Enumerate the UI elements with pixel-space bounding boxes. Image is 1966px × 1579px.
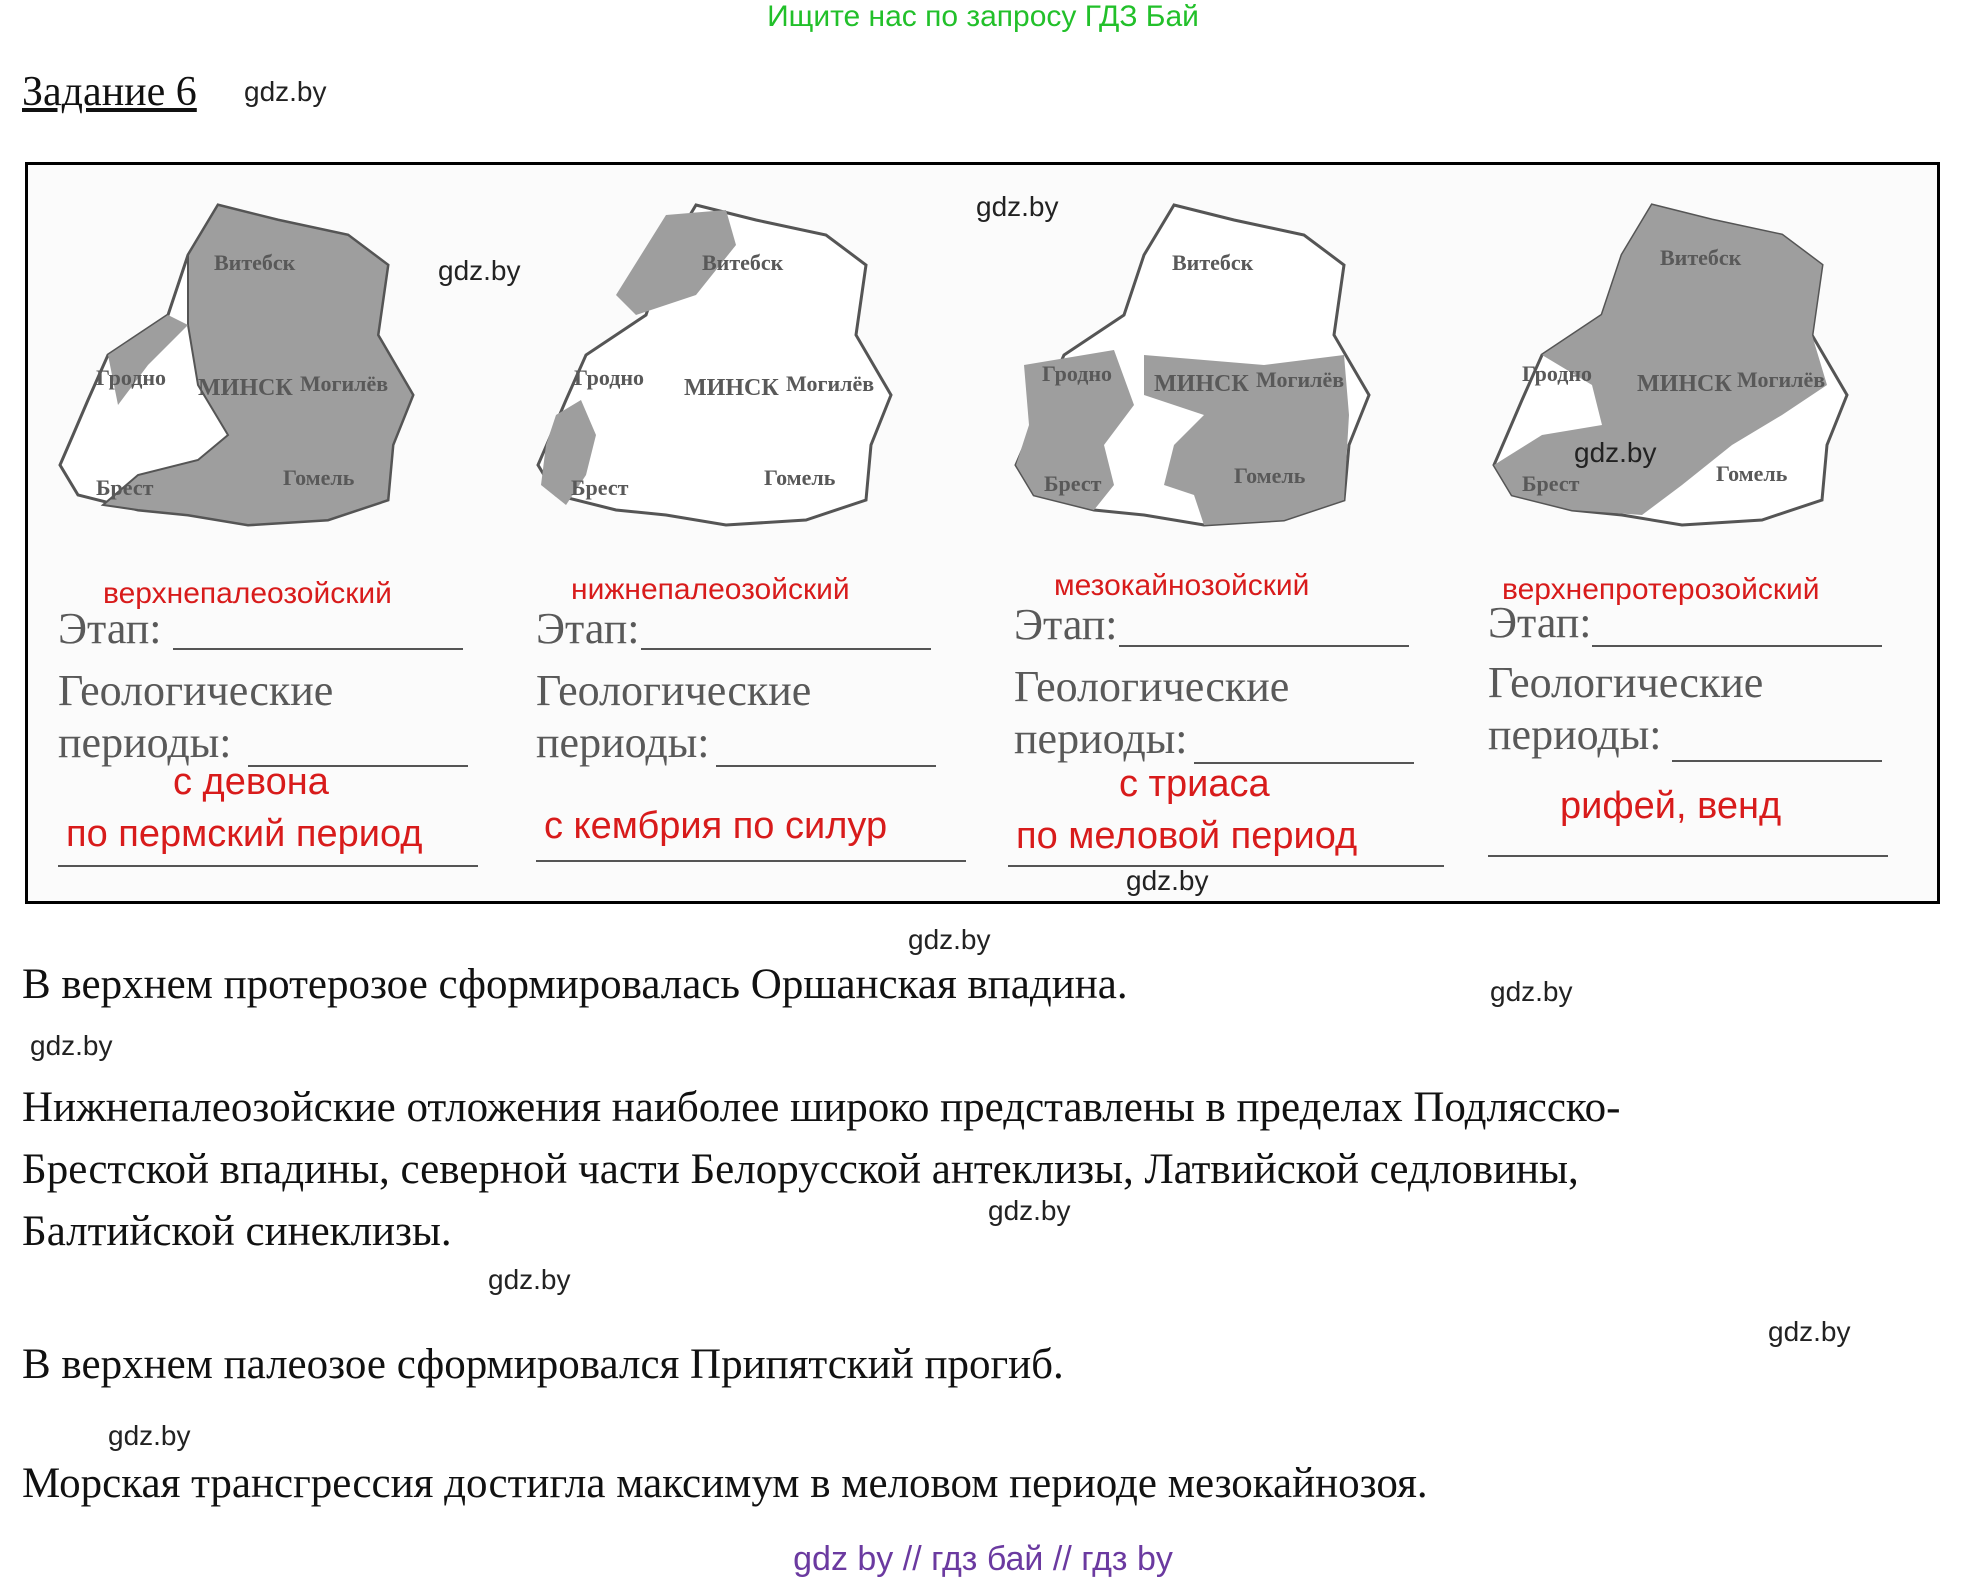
- stage-answer: мезокайнозойский: [1054, 569, 1310, 602]
- city-gomel: Гомель: [1234, 463, 1306, 488]
- answer-line: [58, 865, 478, 867]
- city-grodno: Гродно: [96, 365, 167, 390]
- answer-line: [1008, 865, 1444, 867]
- stage-answer: верхнепалеозойский: [103, 577, 392, 610]
- periods-answer-2: по меловой период: [1016, 815, 1358, 857]
- periods-label-2: периоды:: [536, 718, 710, 767]
- watermark: gdz.by: [1574, 437, 1657, 468]
- stage-answer: верхнепротерозойский: [1502, 573, 1820, 606]
- city-minsk: МИНСК: [684, 375, 779, 401]
- maps-figure: [25, 162, 1940, 904]
- periods-answer-1: рифей, венд: [1560, 785, 1782, 827]
- periods-label-1: Геологические: [1014, 662, 1290, 711]
- map-panel-4: [1472, 165, 1950, 905]
- watermark: gdz.by: [108, 1420, 191, 1451]
- city-brest: Брест: [571, 475, 629, 500]
- footer-links: gdz by // гдз бай // гдз by: [793, 1540, 1173, 1578]
- paragraph-3: В верхнем палеозое сформировался Припятский прогиб.: [22, 1341, 1064, 1388]
- periods-answer-2: по пермский период: [66, 813, 423, 855]
- periods-answer-1: с кембрия по силур: [544, 805, 888, 847]
- city-vitebsk: Витебск: [1172, 250, 1254, 275]
- stage-label: Этап:: [1014, 600, 1118, 649]
- periods-label-2: периоды:: [1014, 714, 1188, 763]
- city-vitebsk: Витебск: [1660, 245, 1742, 270]
- city-minsk: МИНСК: [1637, 371, 1732, 397]
- periods-label-1: Геологические: [1488, 658, 1764, 707]
- paragraph-2-line-1: Нижнепалеозойские отложения наиболее широко представлены в пределах Подлясско-: [22, 1084, 1621, 1131]
- stage-line: [1592, 645, 1882, 647]
- stage-label: Этап:: [1488, 598, 1592, 647]
- city-mogilev: Могилёв: [300, 371, 389, 396]
- stage-line: [1119, 645, 1409, 647]
- periods-line: [716, 765, 936, 767]
- paragraph-4: Морская трансгрессия достигла максимум в меловом периоде мезокайнозоя.: [22, 1460, 1428, 1507]
- stage-line: [641, 648, 931, 650]
- answer-line: [536, 860, 966, 862]
- task-title: Задание 6: [22, 69, 197, 115]
- city-gomel: Гомель: [1716, 461, 1788, 486]
- city-brest: Брест: [1044, 471, 1102, 496]
- city-minsk: МИНСК: [1154, 371, 1249, 397]
- city-vitebsk: Витебск: [702, 250, 784, 275]
- city-gomel: Гомель: [764, 465, 836, 490]
- answer-line: [1488, 855, 1888, 857]
- watermark: gdz.by: [30, 1030, 113, 1061]
- map-panel-3: [994, 165, 1472, 905]
- city-minsk: МИНСК: [198, 375, 293, 401]
- periods-label-2: периоды:: [1488, 710, 1662, 759]
- stage-label: Этап:: [536, 604, 640, 653]
- watermark: gdz.by: [488, 1264, 571, 1295]
- watermark: gdz.by: [438, 255, 521, 286]
- stage-label: Этап:: [58, 604, 162, 653]
- top-banner: Ищите нас по запросу ГДЗ Бай: [767, 0, 1199, 33]
- city-mogilev: Могилёв: [1256, 367, 1345, 392]
- stage-line: [173, 648, 463, 650]
- map-panel-2: [516, 165, 1059, 905]
- periods-label-2: периоды:: [58, 718, 232, 767]
- paragraph-2-line-2: Брестской впадины, северной части Белорусской антеклизы, Латвийской седловины,: [22, 1146, 1579, 1193]
- periods-line: [1672, 760, 1882, 762]
- watermark: gdz.by: [1126, 865, 1209, 896]
- periods-label-1: Геологические: [58, 666, 334, 715]
- city-grodno: Гродно: [1042, 361, 1113, 386]
- periods-answer-1: с девона: [173, 761, 329, 803]
- paragraph-1: В верхнем протерозое сформировалась Оршанская впадина.: [22, 961, 1128, 1008]
- city-mogilev: Могилёв: [1737, 367, 1826, 392]
- city-vitebsk: Витебск: [214, 250, 296, 275]
- watermark: gdz.by: [976, 191, 1059, 222]
- watermark: gdz.by: [1490, 976, 1573, 1007]
- watermark: gdz.by: [1768, 1316, 1851, 1347]
- city-brest: Брест: [1522, 471, 1580, 496]
- periods-label-1: Геологические: [536, 666, 812, 715]
- watermark: gdz.by: [908, 924, 991, 955]
- periods-answer-1: с триаса: [1119, 763, 1270, 805]
- city-mogilev: Могилёв: [786, 371, 875, 396]
- watermark: gdz.by: [988, 1195, 1071, 1226]
- stage-answer: нижнепалеозойский: [571, 573, 850, 606]
- city-gomel: Гомель: [283, 465, 355, 490]
- city-grodno: Гродно: [574, 365, 645, 390]
- map-panel-1: [38, 165, 521, 905]
- city-brest: Брест: [96, 475, 154, 500]
- watermark: gdz.by: [244, 76, 327, 107]
- city-grodno: Гродно: [1522, 361, 1593, 386]
- paragraph-2-line-3: Балтийской синеклизы.: [22, 1208, 452, 1255]
